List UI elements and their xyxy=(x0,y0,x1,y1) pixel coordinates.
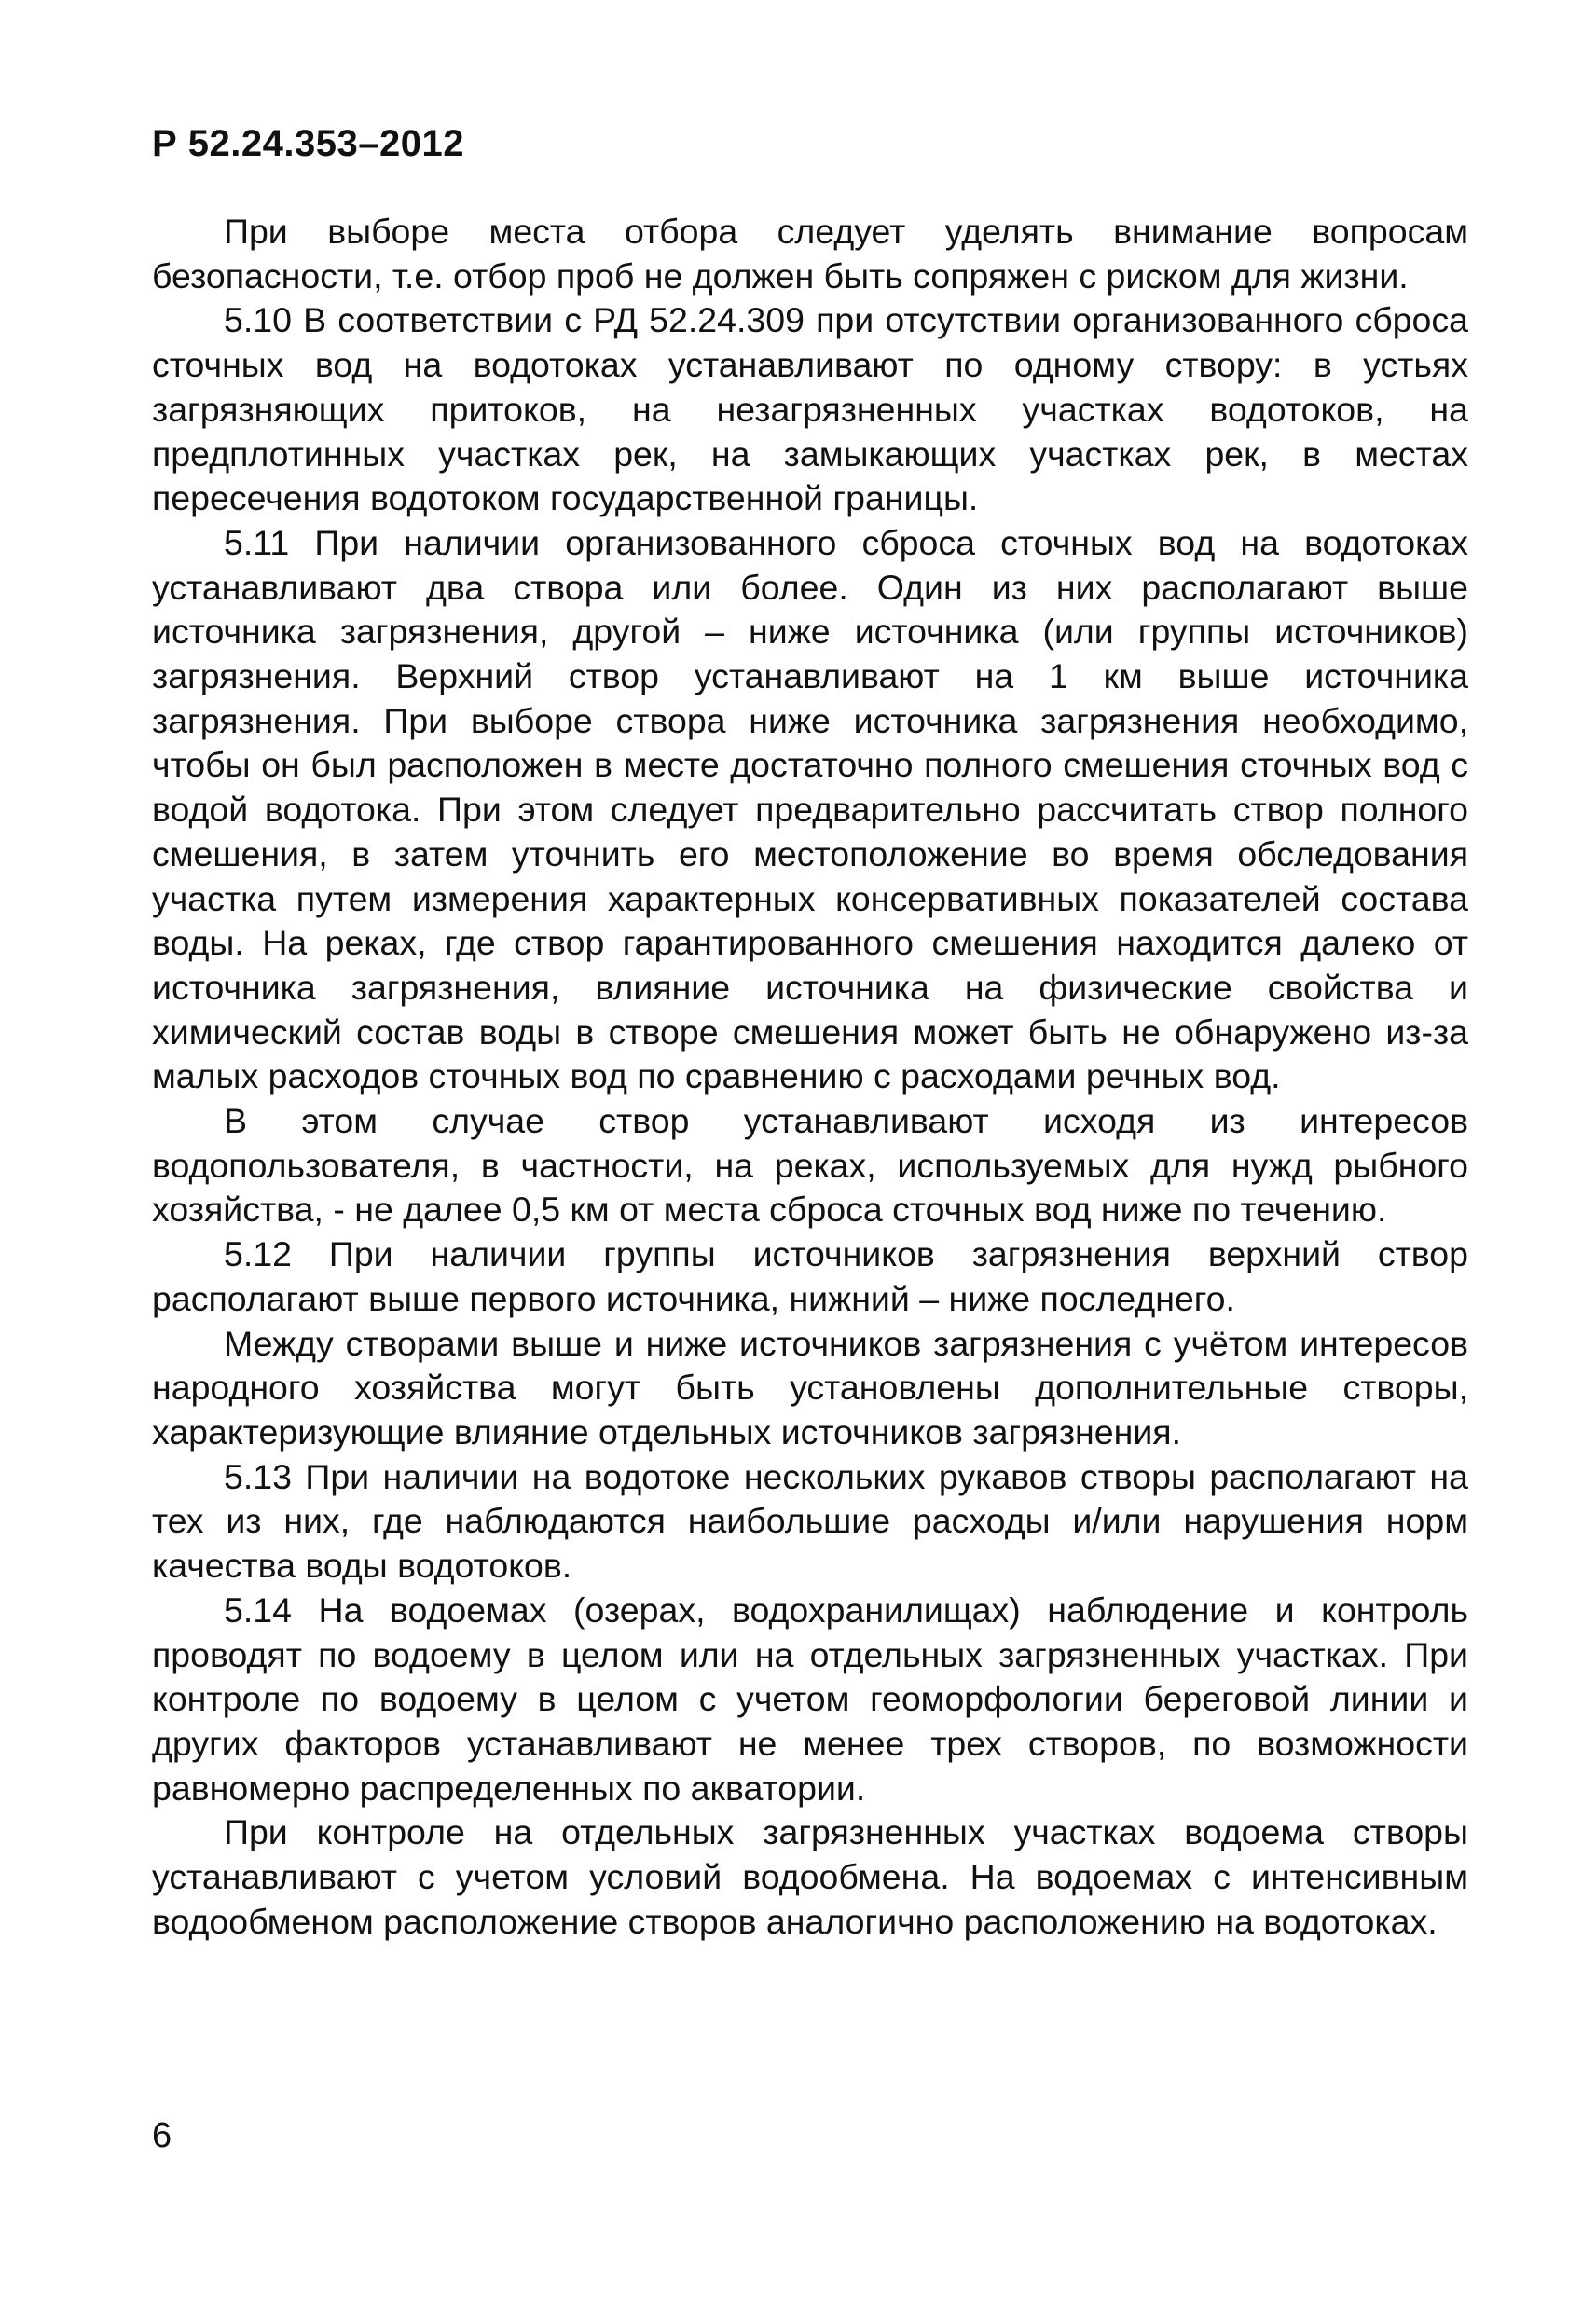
paragraph-5-11-case: В этом случае створ устанавливают исходя из интересов водопользователя, в частности, на реках, используемых для нужд рыбного хозяйства, - не далее 0,5 км от места сброса сточных вод ниже по течению. xyxy=(152,1101,1468,1230)
document-body xyxy=(152,210,1468,1944)
paragraph-safety: При выборе места отбора следует уделять внимание вопросам безопасности, т.е. отбор проб не должен быть сопряжен с риском для жизни. xyxy=(152,212,1468,296)
paragraph-5-13: 5.13 При наличии на водотоке нескольких рукавов створы располагают на тех из них, где наблюдаются наибольшие расходы и/или нарушения норм качества воды водотоков. xyxy=(152,1456,1468,1586)
page-number: 6 xyxy=(152,2116,172,2155)
paragraph-5-10: 5.10 В соответствии с РД 52.24.309 при отсутствии организованного сброса сточных вод на водотоках устанавливают по одному створу: в устьях загрязняющих притоков, на незагрязненных участках водотоков, на предплотинных участках рек, на замыкающих участках рек, в местах пересечения водотоком государственной границы. xyxy=(152,300,1468,518)
document-code: Р 52.24.353–2012 xyxy=(152,123,464,164)
paragraph-5-11: 5.11 При наличии организованного сброса сточных вод на водотоках устанавливают два створа или более. Один из них располагают выше источника загрязнения, другой – ниже источника (или группы источников) загрязнения. Верхний створ устанавливают на 1 км выше источника загрязнения. При выборе створа ниже источника загрязнения необходимо, чтобы он был расположен в месте достаточно полного смешения сточных вод с водой водотока. При этом следует предварительно рассчитать створ полного смешения, в затем уточнить его местоположение во время обследования участка путем измерения характерных консервативных показателей состава воды. На реках, где створ гарантированного смешения находится далеко от источника загрязнения, влияние источника на физические свойства и химический состав воды в створе смешения может быть не обнаружено из-за малых расходов сточных вод по сравнению с расходами речных вод. xyxy=(152,522,1468,1096)
paragraph-5-12-additional: Между створами выше и ниже источников загрязнения с учётом интересов народного хозяйства могут быть установлены дополнительные створы, характеризующие влияние отдельных источников загрязнения. xyxy=(152,1323,1468,1452)
paragraph-5-14-local: При контроле на отдельных загрязненных участках водоема створы устанавливают с учетом условий водообмена. На водоемах с интенсивным водообменом расположение створов аналогично расположению на водотоках. xyxy=(152,1812,1468,1941)
paragraph-5-12: 5.12 При наличии группы источников загрязнения верхний створ располагают выше первого источника, нижний – ниже последнего. xyxy=(152,1234,1468,1318)
paragraph-5-14: 5.14 На водоемах (озерах, водохранилищах) наблюдение и контроль проводят по водоему в целом или на отдельных загрязненных участках. При контроле по водоему в целом с учетом геоморфологии береговой линии и других факторов устанавливают не менее трех створов, по возможности равномерно распределенных по акватории. xyxy=(152,1590,1468,1808)
